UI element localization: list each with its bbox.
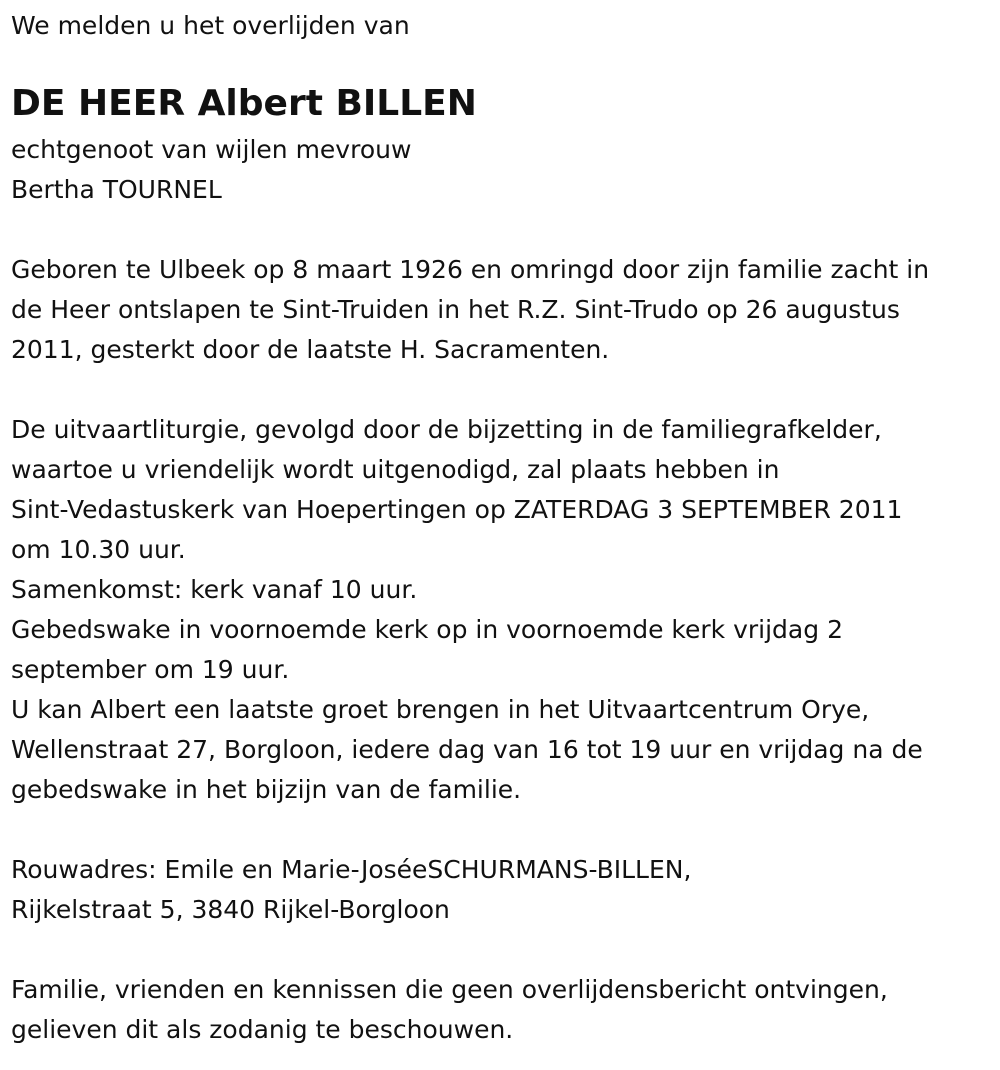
closing-paragraph bbox=[11, 970, 996, 1050]
mourning-address bbox=[11, 850, 996, 930]
intro-text: We melden u het overlijden van bbox=[11, 11, 410, 40]
paragraph-line: waartoe u vriendelijk wordt uitgenodigd, zal plaats hebben in bbox=[11, 455, 780, 484]
spouse-line: Bertha TOURNEL bbox=[11, 175, 222, 204]
paragraph-line: Wellenstraat 27, Borgloon, iedere dag van 16 tot 19 uur en vrijdag na de bbox=[11, 735, 923, 764]
birth-death-paragraph bbox=[11, 250, 996, 370]
paragraph-line: gelieven dit als zodanig te beschouwen. bbox=[11, 1015, 514, 1044]
paragraph-line: Geboren te Ulbeek op 8 maart 1926 en omringd door zijn familie zacht in bbox=[11, 255, 930, 284]
paragraph-line: U kan Albert een laatste groet brengen in het Uitvaartcentrum Orye, bbox=[11, 695, 870, 724]
paragraph-line: september om 19 uur. bbox=[11, 655, 290, 684]
paragraph-line: Familie, vrienden en kennissen die geen overlijdensbericht ontvingen, bbox=[11, 975, 888, 1004]
paragraph-line: Gebedswake in voornoemde kerk op in voornoemde kerk vrijdag 2 bbox=[11, 615, 843, 644]
funeral-paragraph bbox=[11, 410, 996, 810]
obituary-notice bbox=[11, 0, 996, 1050]
paragraph-line: de Heer ontslapen te Sint-Truiden in het R.Z. Sint-Trudo op 26 augustus bbox=[11, 295, 900, 324]
paragraph-line: 2011, gesterkt door de laatste H. Sacramenten. bbox=[11, 335, 610, 364]
deceased-name: DE HEER Albert BILLEN bbox=[11, 83, 477, 124]
address-line: Rouwadres: Emile en Marie-JoséeSCHURMANS-BILLEN, bbox=[11, 855, 692, 884]
spouse-line: echtgenoot van wijlen mevrouw bbox=[11, 135, 412, 164]
paragraph-line: De uitvaartliturgie, gevolgd door de bijzetting in de familiegrafkelder, bbox=[11, 415, 882, 444]
paragraph-line: gebedswake in het bijzijn van de familie. bbox=[11, 775, 522, 804]
address-line: Rijkelstraat 5, 3840 Rijkel-Borgloon bbox=[11, 895, 450, 924]
spouse-block bbox=[11, 130, 996, 210]
paragraph-line: om 10.30 uur. bbox=[11, 535, 186, 564]
paragraph-line: Sint-Vedastuskerk van Hoepertingen op ZATERDAG 3 SEPTEMBER 2011 bbox=[11, 495, 903, 524]
paragraph-line: Samenkomst: kerk vanaf 10 uur. bbox=[11, 575, 418, 604]
